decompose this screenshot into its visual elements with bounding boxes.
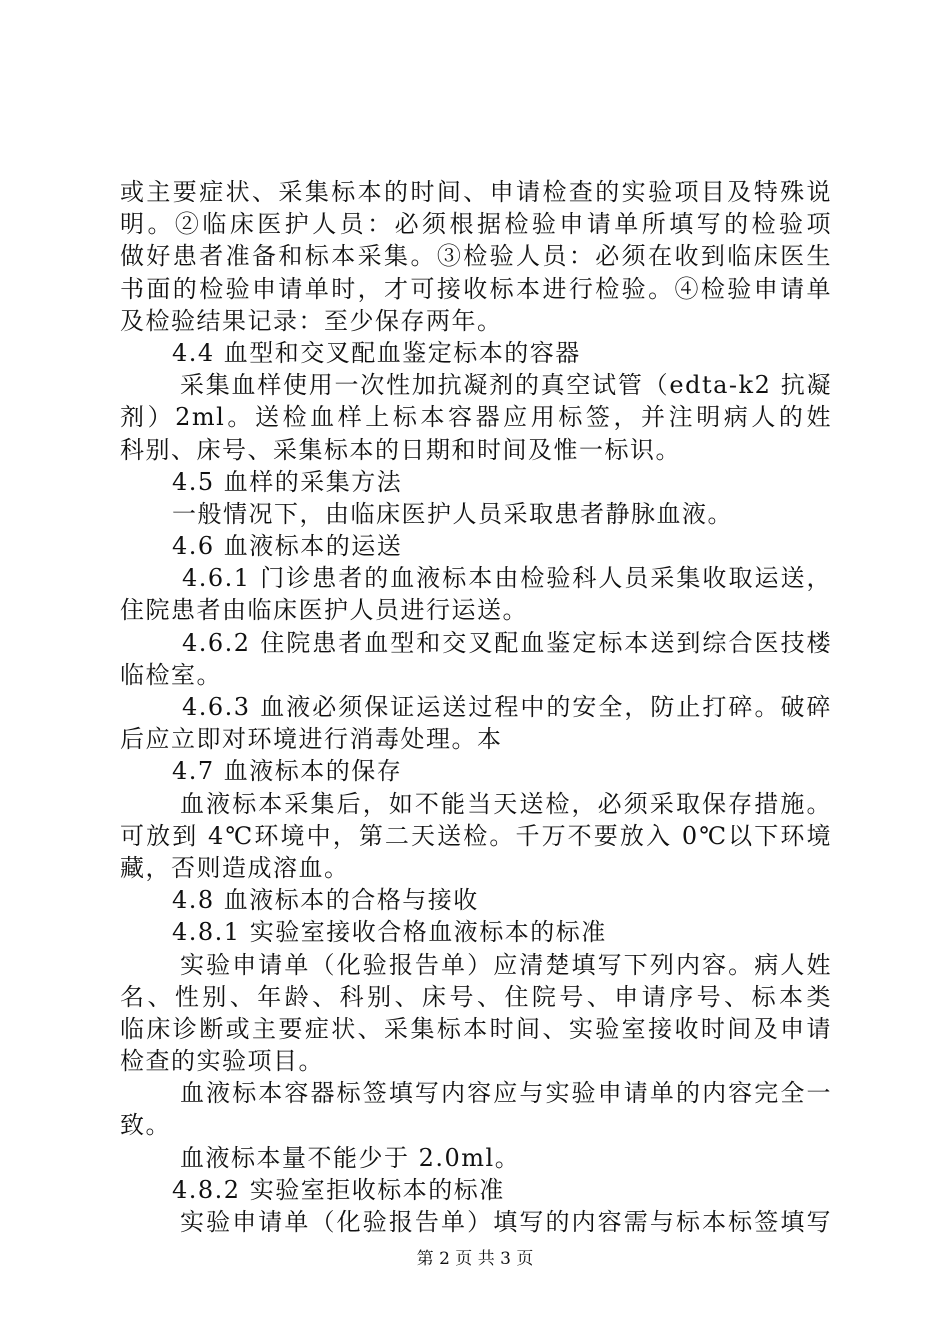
text-line: 剂）2ml。送检血样上标本容器应用标签，并注明病人的姓: [120, 403, 832, 432]
text-line: 临床诊断或主要症状、采集标本时间、实验室接收时间及申请: [120, 1014, 832, 1043]
text-line: 科别、床号、采集标本的日期和时间及惟一标识。: [120, 435, 681, 464]
section-heading: 4.7 血液标本的保存: [172, 757, 403, 786]
text-line: 明。②临床医护人员：必须根据检验申请单所填写的检验项: [120, 210, 832, 239]
section-heading: 4.5 血样的采集方法: [172, 467, 403, 496]
text-line: 临检室。: [120, 660, 222, 689]
document-body: [120, 176, 832, 1238]
page-number: 第 2 页 共 3 页: [416, 1249, 534, 1269]
text-line: 采集血样使用一次性加抗凝剂的真空试管（edta-k2 抗凝: [180, 371, 832, 400]
section-heading: 4.8 血液标本的合格与接收: [172, 886, 479, 915]
section-heading: 4.8.1 实验室接收合格血液标本的标准: [172, 918, 607, 947]
section-heading: 4.8.2 实验室拒收标本的标准: [172, 1175, 505, 1204]
text-line: 致。: [120, 1111, 171, 1140]
text-line: 或主要症状、采集标本的时间、申请检查的实验项目及特殊说: [120, 178, 832, 206]
text-line: 可放到 4℃环境中，第二天送检。千万不要放入 0℃以下环境: [120, 821, 832, 850]
text-line: 做好患者准备和标本采集。③检验人员：必须在收到临床医生: [120, 242, 832, 271]
section-heading: 4.4 血型和交叉配血鉴定标本的容器: [172, 338, 581, 367]
text-line: 实验申请单（化验报告单）填写的内容需与标本标签填写: [180, 1208, 832, 1236]
text-line: 血液标本量不能少于 2.0ml。: [180, 1143, 521, 1172]
text-line: 实验申请单（化验报告单）应清楚填写下列内容。病人姓: [180, 950, 832, 979]
text-line: 名、性别、年龄、科别、床号、住院号、申请序号、标本类: [120, 982, 832, 1011]
text-line: 4.6.1 门诊患者的血液标本由检验科人员采集收取运送，: [182, 564, 832, 593]
text-line: 书面的检验申请单时，才可接收标本进行检验。④检验申请单: [120, 274, 832, 303]
text-line: 一般情况下，由临床医护人员采取患者静脉血液。: [172, 499, 733, 528]
text-line: 藏，否则造成溶血。: [120, 853, 350, 882]
text-line: 住院患者由临床医护人员进行运送。: [120, 596, 528, 625]
text-line: 血液标本容器标签填写内容应与实验申请单的内容完全一: [180, 1079, 832, 1108]
text-line: 血液标本采集后，如不能当天送检，必须采取保存措施。: [180, 789, 832, 818]
text-line: 4.6.3 血液必须保证运送过程中的安全，防止打碎。破碎: [182, 693, 832, 721]
text-line: 检查的实验项目。: [120, 1047, 324, 1076]
section-heading: 4.6 血液标本的运送: [172, 532, 403, 561]
text-line: 及检验结果记录：至少保存两年。: [120, 306, 503, 335]
text-line: 4.6.2 住院患者血型和交叉配血鉴定标本送到综合医技楼: [182, 628, 832, 657]
text-line: 后应立即对环境进行消毒处理。本: [120, 725, 503, 754]
